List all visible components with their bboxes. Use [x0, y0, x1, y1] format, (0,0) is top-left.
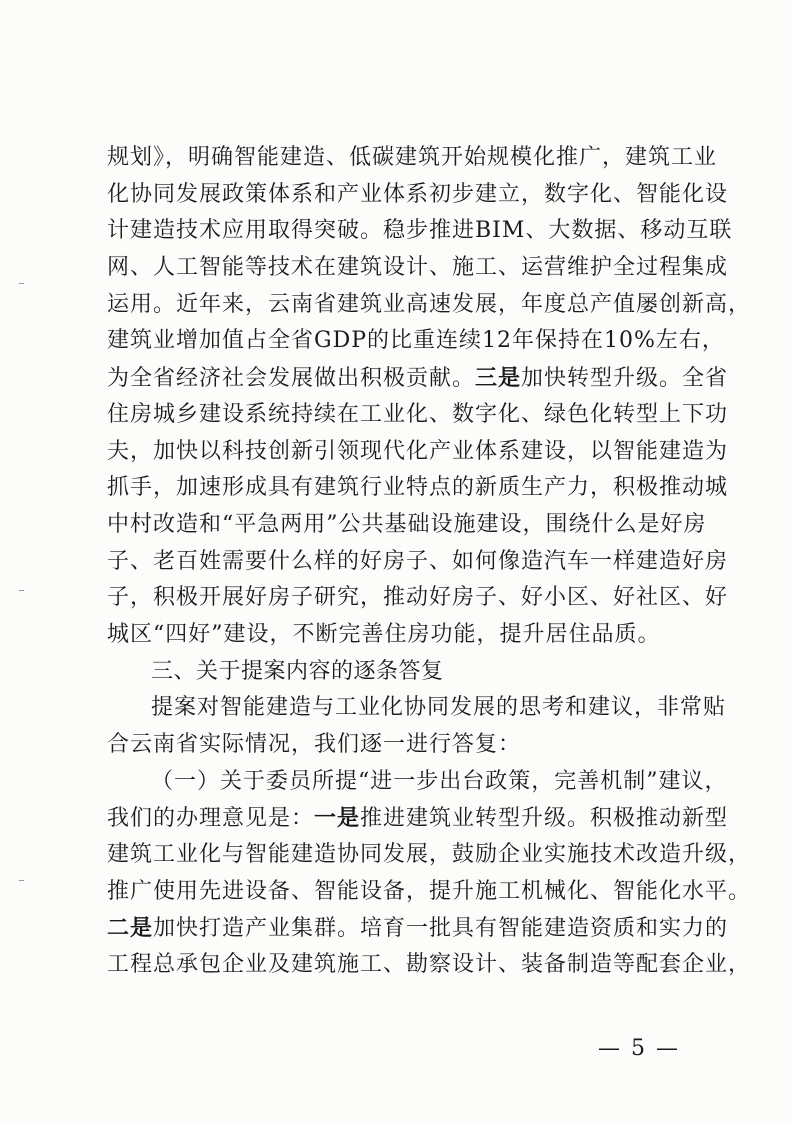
text-line: 夫，加快以科技创新引领现代化产业体系建设，以智能建造为 — [107, 438, 729, 464]
paragraph-intro — [107, 690, 727, 763]
text-line: 我们的办理意见是：一是推进建筑业转型升级。积极推动新型 — [107, 805, 729, 832]
text-line: 化协同发展政策体系和产业体系初步建立，数字化、智能化设 — [107, 181, 729, 207]
text-line: 提案对智能建造与工业化协同发展的思考和建议，非常贴 — [151, 695, 727, 721]
page-number: — 5 — — [598, 1036, 680, 1061]
text-line: 住房城乡建设系统持续在工业化、数字化、绿色化转型上下功 — [107, 401, 729, 427]
text-line: （一）关于委员所提“进一步出台政策，完善机制”建议， — [151, 768, 728, 794]
text-line: 建筑工业化与智能建造协同发展，鼓励企业实施技术改造升级， — [107, 842, 752, 868]
text-line: 抓手，加速形成具有建筑行业特点的新质生产力，积极推动城 — [107, 475, 729, 501]
text-line: 运用。近年来，云南省建筑业高速发展，年度总产值屡创新高， — [107, 291, 752, 317]
paragraph-reply-1 — [107, 764, 752, 984]
text-line: 工程总承包企业及建筑施工、勘察设计、装备制造等配套企业， — [107, 952, 752, 978]
text-line: 网、人工智能等技术在建筑设计、施工、运营维护全过程集成 — [107, 255, 729, 281]
section-heading: 三、关于提案内容的逐条答复 — [151, 658, 444, 684]
text-line: 规划》，明确智能建造、低碳建筑开始规模化推广，建筑工业 — [107, 145, 718, 170]
text-line: 城区“四好”建设，不断完善住房功能，提升居住品质。 — [107, 621, 661, 647]
binding-margin-mark — [19, 880, 24, 881]
text-line: 合云南省实际情况，我们逐一进行答复： — [107, 732, 522, 757]
binding-margin-mark — [19, 590, 24, 591]
text-line: 计建造技术应用取得突破。稳步推进BIM、大数据、移动互联 — [107, 218, 733, 244]
text-line: 中村改造和“平急两用”公共基础设施建设，围绕什么是好房 — [107, 511, 707, 537]
text-line: 子、老百姓需要什么样的好房子、如何像造汽车一样建造好房 — [107, 548, 729, 574]
text-line: 二是加快打造产业集群。培育一批具有智能建造资质和实力的 — [107, 915, 729, 942]
emphasis-label: 一是 — [314, 805, 361, 832]
text-line: 子，积极开展好房子研究，推动好房子、好小区、好社区、好 — [107, 585, 729, 611]
binding-margin-mark — [19, 283, 24, 284]
document-body — [107, 140, 752, 984]
paragraph-continuation — [107, 140, 752, 654]
text-line: 为全省经济社会发展做出积极贡献。三是加快转型升级。全省 — [107, 365, 729, 392]
text-line: 建筑业增加值占全省GDP的比重连续12年保持在10%左右， — [107, 328, 725, 354]
emphasis-label: 二是 — [107, 915, 154, 942]
emphasis-label: 三是 — [475, 365, 522, 392]
text-line: 推广使用先进设备、智能设备，提升施工机械化、智能化水平。 — [107, 878, 752, 904]
